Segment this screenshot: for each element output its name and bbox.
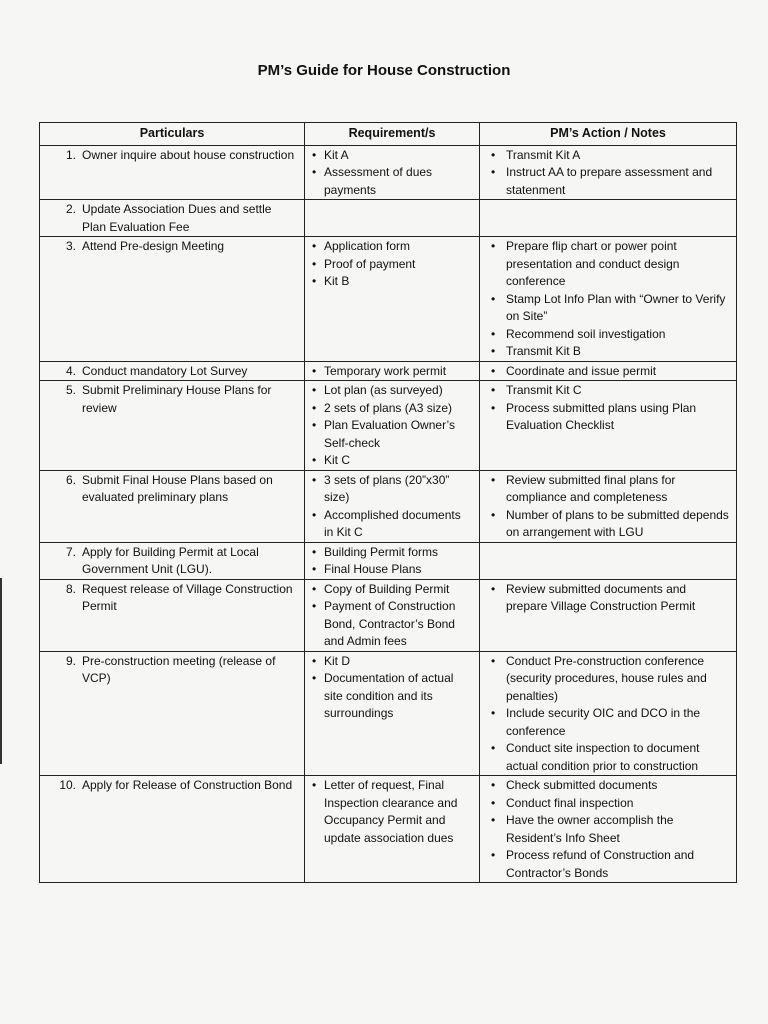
pm-action-cell: [480, 542, 737, 579]
particulars-cell: [40, 542, 305, 579]
action-item: • Process refund of Construction and Contractor’s Bonds: [486, 847, 730, 882]
requirement-item: • Kit A: [311, 147, 473, 165]
header-particulars: Particulars: [40, 123, 305, 146]
requirement-item: • Kit D: [311, 653, 473, 671]
table-body: [40, 145, 737, 883]
requirements-cell: [305, 361, 480, 381]
table-row: [40, 579, 737, 651]
step-particular: Update Association Dues and settle Plan Evaluation Fee: [82, 202, 272, 234]
requirements-cell: [305, 470, 480, 542]
requirement-item: • Plan Evaluation Owner’s Self-check: [311, 417, 473, 452]
step-number: 9.: [65, 653, 76, 668]
requirements-cell: [305, 200, 480, 237]
action-item: • Prepare flip chart or power point presentation and conduct design conference: [486, 238, 730, 291]
pm-action-cell: [480, 200, 737, 237]
pm-action-cell: [480, 381, 737, 471]
pm-action-cell: [480, 361, 737, 381]
action-item: • Instruct AA to prepare assessment and statenment: [486, 164, 730, 199]
table-row: [40, 237, 737, 362]
requirement-item: • Kit C: [311, 452, 473, 470]
step-particular: Attend Pre-design Meeting: [82, 239, 225, 253]
table-row: [40, 651, 737, 776]
action-item: • Transmit Kit B: [486, 343, 730, 361]
action-item: • Conduct final inspection: [486, 795, 730, 813]
action-item: • Include security OIC and DCO in the conference: [486, 705, 730, 740]
requirements-cell: [305, 542, 480, 579]
table-row: [40, 200, 737, 237]
requirement-item: • Application form: [311, 238, 473, 256]
requirements-cell: [305, 381, 480, 471]
step-number: 4.: [65, 363, 76, 378]
step-number: 2.: [65, 202, 76, 216]
requirement-item: • Kit B: [311, 273, 473, 291]
requirement-item: • Payment of Construction Bond, Contractor’s Bond and Admin fees: [311, 598, 473, 651]
particulars-cell: [40, 145, 305, 200]
scan-edge-mark: [0, 578, 2, 764]
action-item: • Conduct site inspection to document actual condition prior to construction: [486, 740, 730, 775]
table-row: [40, 145, 737, 200]
step-particular: Conduct mandatory Lot Survey: [82, 363, 248, 378]
action-item: • Process submitted plans using Plan Evaluation Checklist: [486, 400, 730, 435]
step-number: 5.: [65, 383, 76, 397]
action-item: • Transmit Kit A: [486, 147, 730, 165]
step-particular: Pre-construction meeting (release of VCP): [82, 653, 276, 685]
particulars-cell: [40, 579, 305, 651]
step-particular: Apply for Release of Construction Bond: [82, 778, 293, 792]
particulars-cell: [40, 381, 305, 471]
action-item: • Conduct Pre-construction conference (security procedures, house rules and penalties): [486, 653, 730, 706]
particulars-cell: [40, 651, 305, 776]
table-row: [40, 381, 737, 471]
step-number: 3.: [65, 239, 76, 253]
requirement-item: • Documentation of actual site condition and its surroundings: [311, 670, 473, 723]
particulars-cell: [40, 237, 305, 362]
requirements-cell: [305, 651, 480, 776]
action-item: • Check submitted documents: [486, 777, 730, 795]
requirements-cell: [305, 579, 480, 651]
pm-action-cell: [480, 776, 737, 883]
requirement-item: • Accomplished documents in Kit C: [311, 507, 473, 542]
requirement-item: • Lot plan (as surveyed): [311, 382, 473, 400]
guide-table: [39, 122, 737, 883]
step-number: 1.: [65, 147, 76, 162]
requirements-cell: [305, 237, 480, 362]
table-row: [40, 361, 737, 381]
requirement-item: • Temporary work permit: [311, 363, 473, 381]
action-item: • Review submitted documents and prepare Village Construction Permit: [486, 581, 730, 616]
particulars-cell: [40, 470, 305, 542]
pm-action-cell: [480, 470, 737, 542]
requirements-cell: [305, 776, 480, 883]
table-row: [40, 470, 737, 542]
requirement-item: • Copy of Building Permit: [311, 581, 473, 599]
particulars-cell: [40, 200, 305, 237]
header-pm-action: PM’s Action / Notes: [480, 123, 737, 146]
requirement-item: • Final House Plans: [311, 561, 473, 579]
step-number: 10.: [59, 778, 76, 792]
step-particular: Request release of Village Construction Permit: [82, 581, 293, 613]
pm-action-cell: [480, 145, 737, 200]
table-header-row: [40, 123, 737, 146]
table-row: [40, 542, 737, 579]
action-item: • Stamp Lot Info Plan with “Owner to Verify on Site”: [486, 291, 730, 326]
step-number: 7.: [65, 544, 76, 559]
requirement-item: • Proof of payment: [311, 256, 473, 274]
step-particular: Owner inquire about house construction: [82, 147, 295, 162]
particulars-cell: [40, 776, 305, 883]
particulars-cell: [40, 361, 305, 381]
action-item: • Recommend soil investigation: [486, 326, 730, 344]
step-number: 8.: [65, 581, 76, 596]
step-number: 6.: [65, 472, 76, 487]
page-title: PM’s Guide for House Construction: [257, 62, 511, 79]
step-particular: Submit Final House Plans based on evaluated preliminary plans: [82, 472, 273, 504]
pm-action-cell: [480, 237, 737, 362]
pm-action-cell: [480, 579, 737, 651]
requirement-item: • Building Permit forms: [311, 544, 473, 562]
requirement-item: • Assessment of dues payments: [311, 164, 473, 199]
pm-action-cell: [480, 651, 737, 776]
requirement-item: • 3 sets of plans (20”x30” size): [311, 472, 473, 507]
action-item: • Review submitted final plans for compliance and completeness: [486, 472, 730, 507]
step-particular: Submit Preliminary House Plans for review: [82, 383, 272, 415]
step-particular: Apply for Building Permit at Local Government Unit (LGU).: [82, 544, 259, 576]
action-item: • Have the owner accomplish the Resident’s Info Sheet: [486, 812, 730, 847]
action-item: • Coordinate and issue permit: [486, 363, 730, 381]
table-row: [40, 776, 737, 883]
requirement-item: • 2 sets of plans (A3 size): [311, 400, 473, 418]
header-requirements: Requirement/s: [305, 123, 480, 146]
action-item: • Number of plans to be submitted depends on arrangement with LGU: [486, 507, 730, 542]
requirements-cell: [305, 145, 480, 200]
requirement-item: • Letter of request, Final Inspection clearance and Occupancy Permit and update association dues: [311, 777, 473, 847]
action-item: • Transmit Kit C: [486, 382, 730, 400]
